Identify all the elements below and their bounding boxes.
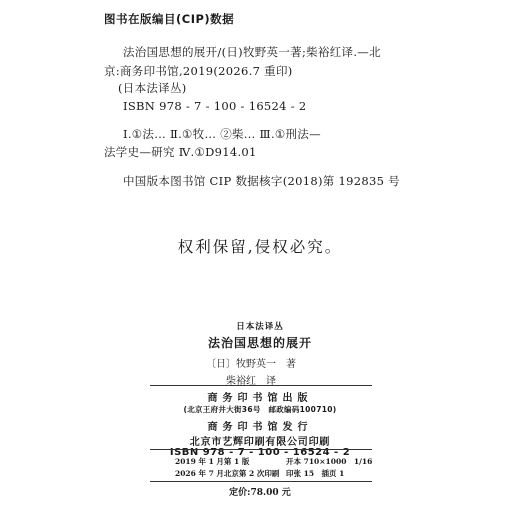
price-line: 定价:78.00 元 (229, 488, 291, 498)
printing-date: 2026 年 7 月北京第 2 次印刷 (175, 469, 280, 478)
translator-line: 柴裕红 译 (226, 376, 276, 387)
divider-top (150, 385, 372, 386)
cip-line-classification-1: Ⅰ.①法… Ⅱ.①牧… ②柴… Ⅲ.①刑法— (123, 127, 321, 141)
sheet-info: 印张 15 插页 1 (286, 469, 345, 478)
divider-middle (150, 449, 372, 450)
isbn-line: ISBN 978 - 7 - 100 - 16524 - 2 (169, 447, 351, 458)
cip-line-classification-2: 法学史—研究 Ⅳ.①D914.01 (104, 145, 257, 159)
publisher-line: 商务印书馆出版 (207, 393, 313, 404)
divider-bottom (150, 481, 372, 482)
edition-date: 2019 年 1 月第 1 版 (175, 457, 250, 466)
cip-line-publisher: 京:商务印书馆,2019(2026.7 重印) (104, 64, 293, 78)
author-line: 〔日〕牧野英一 著 (206, 359, 296, 370)
series-name: 日本法译丛 (236, 322, 284, 332)
cip-line-title: 法治国思想的展开/(日)牧野英一著;柴裕红译.—北 (123, 45, 381, 59)
publisher-address: (北京王府井大街36号 邮政编码100710) (183, 405, 337, 414)
cip-heading: 图书在版编目(CIP)数据 (104, 12, 235, 26)
cip-line-record-number: 中国版本图书馆 CIP 数据核字(2018)第 192835 号 (123, 174, 400, 188)
distributor-line: 商务印书馆发行 (207, 422, 313, 433)
printer-line: 北京市艺辉印刷有限公司印刷 (189, 437, 331, 448)
book-title: 法治国思想的展开 (207, 336, 312, 350)
cip-line-isbn: ISBN 978 - 7 - 100 - 16524 - 2 (123, 99, 307, 113)
rights-statement: 权利保留,侵权必究。 (177, 238, 343, 256)
cip-line-series: (日本法译丛) (118, 81, 187, 95)
format-info: 开本 710×1000 1/16 (286, 457, 373, 466)
